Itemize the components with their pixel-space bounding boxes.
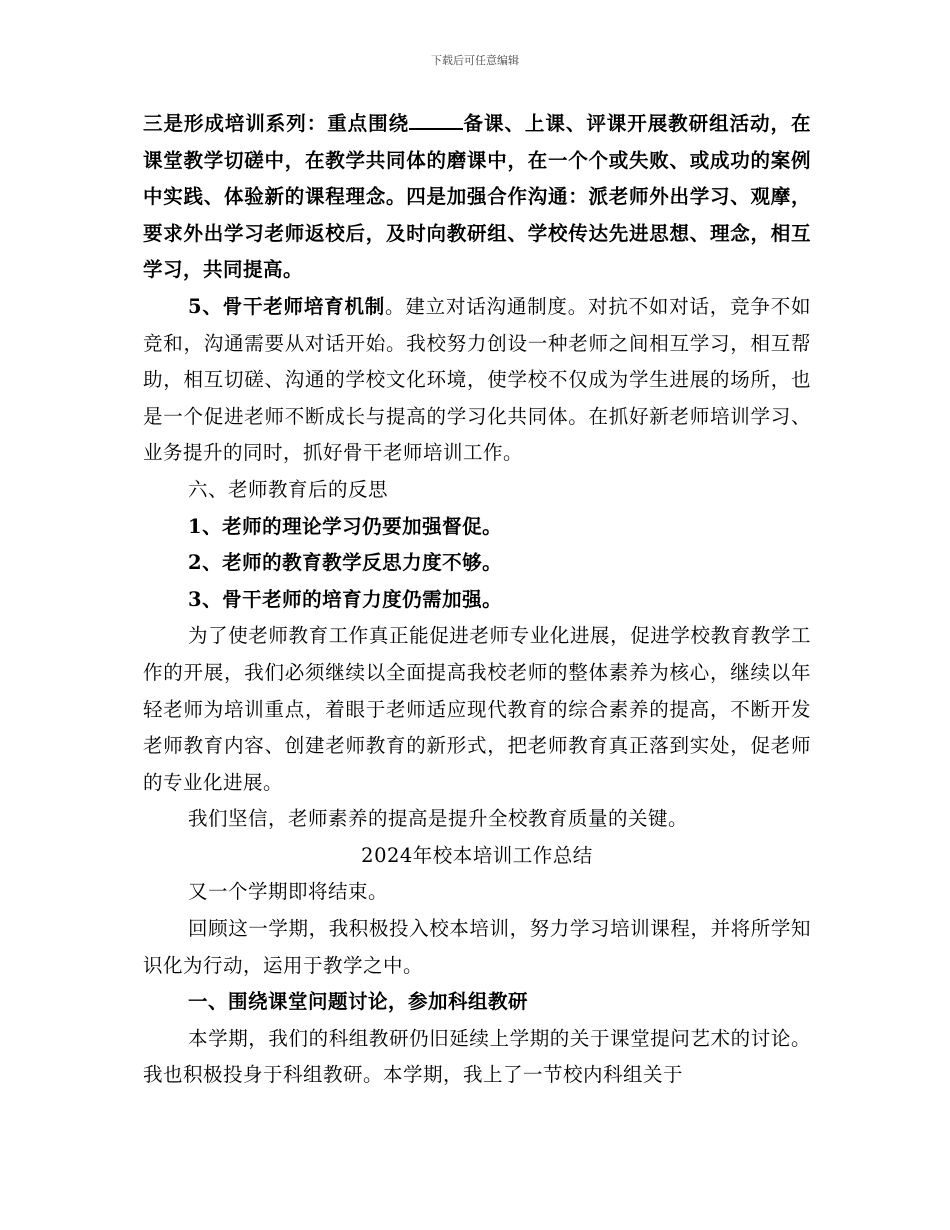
section-heading-teaching-research: 一、围绕课堂问题讨论，参加科组教研 [188, 990, 529, 1014]
paragraph-backbone-mechanism [143, 289, 811, 472]
list-item: 2、老师的教育教学反思力度不够。 [188, 551, 503, 575]
document-title: 2024年校本培训工作总结 [361, 843, 593, 867]
paragraph-review: 回顾这一学期，我积极投入校本培训，努力学习培训课程，并将所学知识化为行动，运用于教学之中。 [143, 917, 811, 977]
list-item: 1、老师的理论学习仍要加强督促。 [188, 514, 503, 538]
paragraph-training-series [143, 106, 811, 289]
paragraph-conclusion: 为了使老师教育工作真正能促进老师专业化进展，促进学校教育教学工作的开展，我们必须继续以全面提高我校老师的整体素养为核心，继续以年轻老师为培训重点，着眼于老师适应现代教育的综合素养的提高，不断开发老师教育内容、创建老师教育的新形式，把老师教育真正落到实处，促老师的专业化进展。 [143, 624, 811, 794]
paragraph-intro: 又一个学期即将结束。 [188, 880, 389, 904]
paragraph-belief: 我们坚信，老师素养的提高是提升全校教育质量的关键。 [188, 807, 689, 831]
document-body [143, 106, 811, 1094]
fill-blank [409, 110, 463, 130]
text-segment: 三是形成培训系列：重点围绕 [143, 112, 410, 135]
paragraph-heading: 5、骨干老师培育机制 [188, 294, 386, 318]
text-segment: 。建立对话沟通制度。对抗不如对话，竞争不如竞和，沟通需要从对话开始。我校努力创设一种老师之间相互学习，相互帮助，相互切磋、沟通的学校文化环境，使学校不仅成为学生进展的场所，也是一个促进老师不断成长与提高的学习化共同体。在抓好新老师培训学习、业务提升的同时，抓好骨干老师培训工作。 [143, 294, 811, 465]
page-header: 下载后可任意编辑 [431, 54, 519, 67]
paragraph-research: 本学期，我们的科组教研仍旧延续上学期的关于课堂提问艺术的讨论。我也积极投身于科组教研。本学期，我上了一节校内科组关于 [143, 1026, 811, 1087]
text-segment: 备课、上课、评课开展教研组活动，在课堂教学切磋中，在教学共同体的磨课中，在一个个或失败、或成功的案例中实践、体验新的课程理念。四是加强合作沟通：派老师外出学习、观摩，要求外出学习老师返校后，及时向教研组、学校传达先进思想、理念，相互学习，共同提高。 [143, 112, 811, 282]
section-heading-reflection: 六、老师教育后的反思 [188, 477, 389, 501]
list-item: 3、骨干老师的培育力度仍需加强。 [188, 587, 503, 611]
